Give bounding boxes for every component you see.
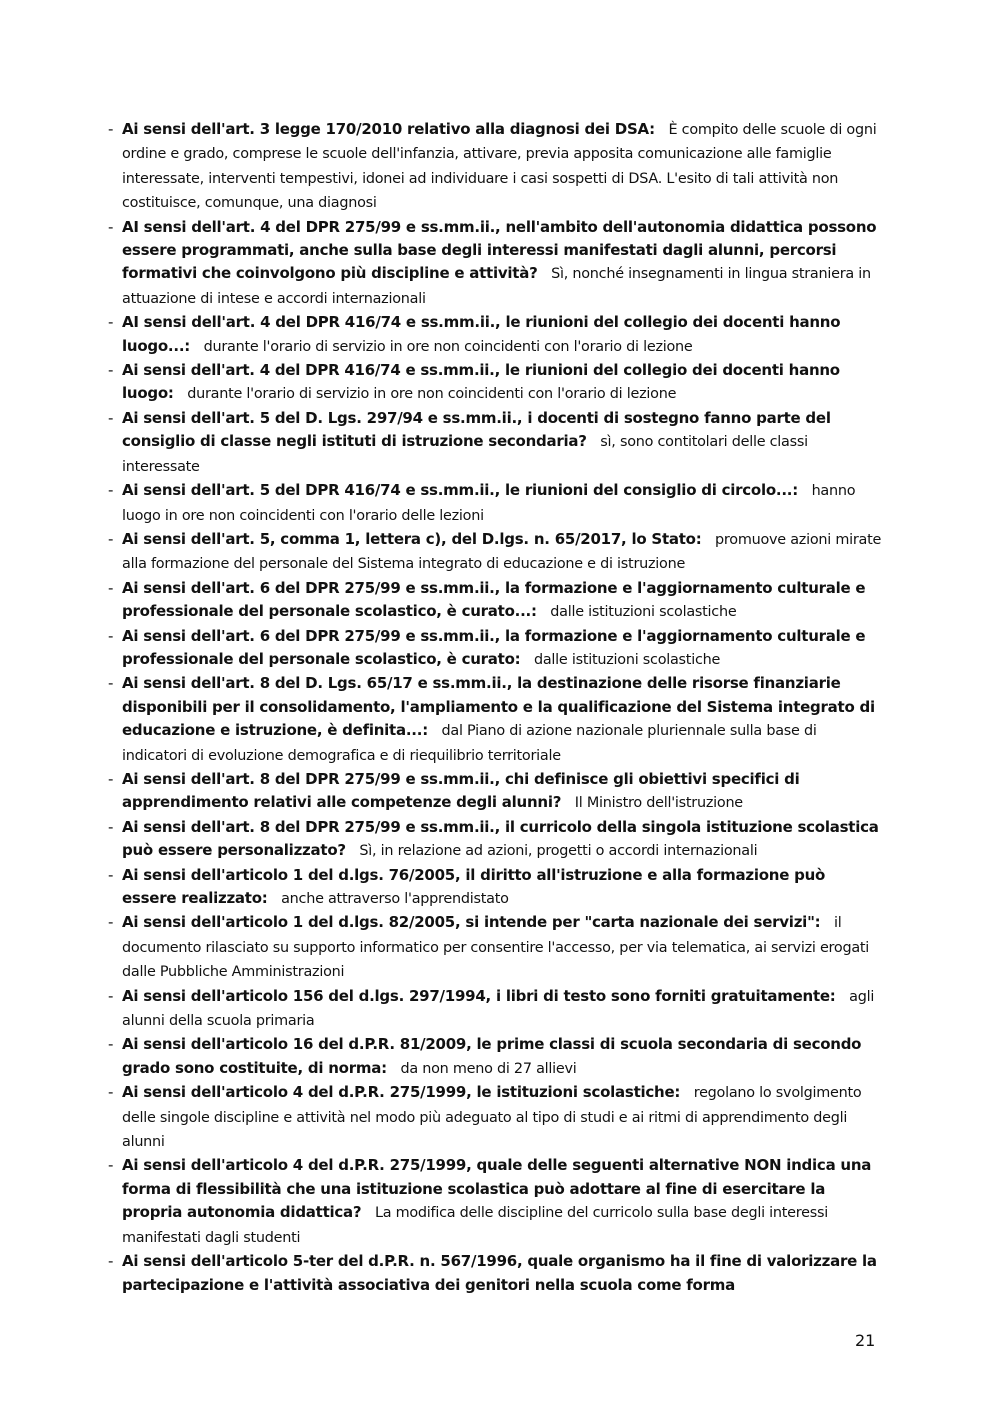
- list-item: - AI sensi dell'art. 4 del DPR 275/99 e ss.mm.ii., nell'ambito dell'autonomia didattica possono essere programmati, anche sulla base degli interessi manifestati dagli alunni, percorsi formativi che coinvolgono più discipline e attività? Sì, nonché insegnamenti in lingua straniera in attuazione di intese e accordi internazionali: [108, 217, 877, 307]
- answer-text: È compito delle scuole di ogni ordine e grado, comprese le scuole dell'infanzia, attivare, previa apposita comunicazione alle famiglie interessate, interventi tempestivi, idonei ad individuare i casi sospetti di DSA. L'esito di tali attività non costituisce, comunque, una diagnosi: [122, 122, 877, 212]
- question-text: Ai sensi dell'art. 5, comma 1, lettera c), del D.lgs. n. 65/2017, lo Stato:: [122, 529, 702, 548]
- answer-text: il documento rilasciato su supporto informatico per consentire l'accesso, per via telematica, ai servizi erogati dalle Pubbliche Amministrazioni: [122, 915, 870, 981]
- page-number: 21: [855, 1331, 876, 1350]
- question-text: Ai sensi dell'articolo 4 del d.P.R. 275/1999, quale delle seguenti alternative NON indica una forma di flessibilità che una istituzione scolastica può adottare al fine di esercitare la propria autonomia didattica?: [122, 1156, 872, 1222]
- list-item: - AI sensi dell'art. 4 del DPR 416/74 e ss.mm.ii., le riunioni del collegio dei docenti hanno luogo...: durante l'orario di servizio in ore non coincidenti con l'orario di lezione: [108, 313, 841, 355]
- question-text: Ai sensi dell'art. 8 del DPR 275/99 e ss.mm.ii., il curricolo della singola istituzione scolastica può essere personalizzato?: [122, 817, 879, 860]
- answer-text: hanno luogo in ore non coincidenti con l'orario delle lezioni: [122, 483, 856, 524]
- question-text: Ai sensi dell'articolo 5-ter del d.P.R. n. 567/1996, quale organismo ha il fine di valorizzare la partecipazione e l'attività associativa dei genitori nella scuola come forma: [122, 1252, 877, 1294]
- list-item: - Ai sensi dell'art. 8 del D. Lgs. 65/17 e ss.mm.ii., la destinazione delle risorse finanziarie disponibili per il consolidamento, l'ampliamento e la qualificazione del Sistema integrato di educazione e istruzione, è definita...: dal Piano di azione nazionale pluriennale sulla base di indicatori di evoluzione demografica e di riequilibrio territoriale: [108, 674, 875, 764]
- answer-text: agli alunni della scuola primaria: [122, 988, 875, 1030]
- question-text: Ai sensi dell'art. 6 del DPR 275/99 e ss.mm.ii., la formazione e l'aggiornamento culturale e professionale del personale scolastico, è curato:: [122, 626, 866, 668]
- question-text: Ai sensi dell'articolo 1 del d.lgs. 82/2005, si intende per "carta nazionale dei servizi":: [122, 913, 821, 932]
- list-item: - Ai sensi dell'art. 5, comma 1, lettera c), del D.lgs. n. 65/2017, lo Stato: promuove azioni mirate alla formazione del personale del Sistema integrato di educazione e di istruzione: [108, 529, 882, 573]
- answer-text: dalle istituzioni scolastiche: [533, 651, 721, 668]
- list-item: - Ai sensi dell'articolo 156 del d.lgs. 297/1994, i libri di testo sono forniti gratuitamente: agli alunni della scuola primaria: [108, 986, 875, 1030]
- question-text: AI sensi dell'art. 4 del DPR 275/99 e ss.mm.ii., nell'ambito dell'autonomia didattica possono essere programmati, anche sulla base degli interessi manifestati dagli alunni, percorsi formativi che coinvolgono più discipline e attività?: [122, 217, 877, 283]
- answer-text: dalle istituzioni scolastiche: [550, 604, 737, 621]
- list-item: - Ai sensi dell'articolo 1 del d.lgs. 76/2005, il diritto all'istruzione e alla formazione può essere realizzato: anche attraverso l'apprendistato: [108, 865, 826, 907]
- list-item: - Ai sensi dell'art. 3 legge 170/2010 relativo alla diagnosi dei DSA: È compito delle scuole di ogni ordine e grado, comprese le scuole dell'infanzia, attivare, previa apposita comunicazione alle famiglie interessate, interventi tempestivi, idonei ad individuare i casi sospetti di DSA. L'esito di tali attività non costituisce, comunque, una diagnosi: [108, 120, 877, 212]
- answer-text: Sì, in relazione ad azioni, progetti o accordi internazionali: [359, 843, 758, 860]
- list-item: - Ai sensi dell'art. 8 del DPR 275/99 e ss.mm.ii., il curricolo della singola istituzione scolastica può essere personalizzato? Sì, in relazione ad azioni, progetti o accordi internazionali: [108, 817, 879, 860]
- question-answer-list: [108, 118, 884, 1298]
- answer-text: sì, sono contitolari delle classi interessate: [122, 434, 808, 475]
- list-item: - Ai sensi dell'art. 6 del DPR 275/99 e ss.mm.ii., la formazione e l'aggiornamento culturale e professionale del personale scolastico, è curato...: dalle istituzioni scolastiche: [108, 578, 866, 621]
- answer-text: regolano lo svolgimento delle singole discipline e attività nel modo più adeguato al tipo di studi e ai ritmi di apprendimento degli alunni: [122, 1085, 862, 1151]
- list-item: - Ai sensi dell'articolo 4 del d.P.R. 275/1999, le istituzioni scolastiche: regolano lo svolgimento delle singole discipline e attività nel modo più adeguato al tipo di studi e ai ritmi di apprendimento degli alunni: [108, 1083, 862, 1151]
- list-item: - Ai sensi dell'art. 8 del DPR 275/99 e ss.mm.ii., chi definisce gli obiettivi specifici di apprendimento relativi alle competenze degli alunni? Il Ministro dell'istruzione: [108, 769, 800, 812]
- question-text: AI sensi dell'art. 4 del DPR 416/74 e ss.mm.ii., le riunioni del collegio dei docenti hanno luogo...:: [122, 313, 841, 355]
- list-item: - Ai sensi dell'art. 5 del D. Lgs. 297/94 e ss.mm.ii., i docenti di sostegno fanno parte del consiglio di classe negli istituti di istruzione secondaria? sì, sono contitolari delle classi interessate: [108, 408, 831, 475]
- answer-text: da non meno di 27 allievi: [400, 1060, 577, 1077]
- question-text: Ai sensi dell'art. 3 legge 170/2010 relativo alla diagnosi dei DSA:: [122, 120, 655, 138]
- list-item: - Ai sensi dell'art. 6 del DPR 275/99 e ss.mm.ii., la formazione e l'aggiornamento culturale e professionale del personale scolastico, è curato: dalle istituzioni scolastiche: [108, 626, 866, 668]
- list-item: - Ai sensi dell'art. 4 del DPR 416/74 e ss.mm.ii., le riunioni del collegio dei docenti hanno luogo: durante l'orario di servizio in ore non coincidenti con l'orario di lezione: [108, 361, 840, 403]
- list-item: - Ai sensi dell'articolo 5-ter del d.P.R. n. 567/1996, quale organismo ha il fine di valorizzare la partecipazione e l'attività associativa dei genitori nella scuola come forma: [108, 1252, 877, 1294]
- answer-text: Sì, nonché insegnamenti in lingua straniera in attuazione di intese e accordi internazionali: [122, 266, 871, 307]
- answer-text: anche attraverso l'apprendistato: [281, 891, 509, 907]
- question-text: Ai sensi dell'art. 8 del DPR 275/99 e ss.mm.ii., chi definisce gli obiettivi specifici di apprendimento relativi alle competenze degli alunni?: [122, 769, 800, 812]
- answer-text: durante l'orario di servizio in ore non coincidenti con l'orario di lezione: [187, 386, 677, 403]
- question-text: Ai sensi dell'articolo 4 del d.P.R. 275/1999, le istituzioni scolastiche:: [122, 1083, 681, 1102]
- answer-text: dal Piano di azione nazionale pluriennale sulla base di indicatori di evoluzione demografica e di riequilibrio territoriale: [122, 723, 817, 764]
- question-text: Ai sensi dell'art. 6 del DPR 275/99 e ss.mm.ii., la formazione e l'aggiornamento culturale e professionale del personale scolastico, è curato...:: [122, 578, 866, 621]
- question-text: Ai sensi dell'art. 4 del DPR 416/74 e ss.mm.ii., le riunioni del collegio dei docenti hanno luogo:: [122, 361, 840, 403]
- list-item: - Ai sensi dell'articolo 4 del d.P.R. 275/1999, quale delle seguenti alternative NON indica una forma di flessibilità che una istituzione scolastica può adottare al fine di esercitare la propria autonomia didattica? La modifica delle discipline del curricolo sulla base degli interessi manifestati dagli studenti: [108, 1156, 872, 1246]
- question-text: Ai sensi dell'articolo 1 del d.lgs. 76/2005, il diritto all'istruzione e alla formazione può essere realizzato:: [122, 865, 826, 907]
- answer-text: La modifica delle discipline del curricolo sulla base degli interessi manifestati dagli studenti: [122, 1205, 828, 1246]
- list-item: - Ai sensi dell'articolo 16 del d.P.R. 81/2009, le prime classi di scuola secondaria di secondo grado sono costituite, di norma: da non meno di 27 allievi: [108, 1035, 862, 1077]
- question-text: Ai sensi dell'art. 5 del D. Lgs. 297/94 e ss.mm.ii., i docenti di sostegno fanno parte del consiglio di classe negli istituti di istruzione secondaria?: [122, 408, 831, 451]
- list-item: - Ai sensi dell'articolo 1 del d.lgs. 82/2005, si intende per "carta nazionale dei servizi": il documento rilasciato su supporto informatico per consentire l'accesso, per via telematica, ai servizi erogati dalle Pubbliche Amministrazioni: [108, 913, 870, 981]
- question-text: Ai sensi dell'articolo 156 del d.lgs. 297/1994, i libri di testo sono forniti gratuitamente:: [122, 986, 836, 1005]
- question-text: Ai sensi dell'art. 8 del D. Lgs. 65/17 e ss.mm.ii., la destinazione delle risorse finanziarie disponibili per il consolidamento, l'ampliamento e la qualificazione del Sistema integrato di educazione e istruzione, è definita...:: [122, 674, 875, 740]
- question-text: Ai sensi dell'articolo 16 del d.P.R. 81/2009, le prime classi di scuola secondaria di secondo grado sono costituite, di norma:: [122, 1035, 862, 1077]
- answer-text: durante l'orario di servizio in ore non coincidenti con l'orario di lezione: [203, 338, 693, 355]
- answer-text: Il Ministro dell'istruzione: [574, 795, 743, 812]
- list-item: - Ai sensi dell'art. 5 del DPR 416/74 e ss.mm.ii., le riunioni del consiglio di circolo...: hanno luogo in ore non coincidenti con l'orario delle lezioni: [108, 481, 856, 524]
- question-text: Ai sensi dell'art. 5 del DPR 416/74 e ss.mm.ii., le riunioni del consiglio di circolo...:: [122, 481, 798, 500]
- answer-text: promuove azioni mirate alla formazione del personale del Sistema integrato di educazione e di istruzione: [122, 531, 882, 573]
